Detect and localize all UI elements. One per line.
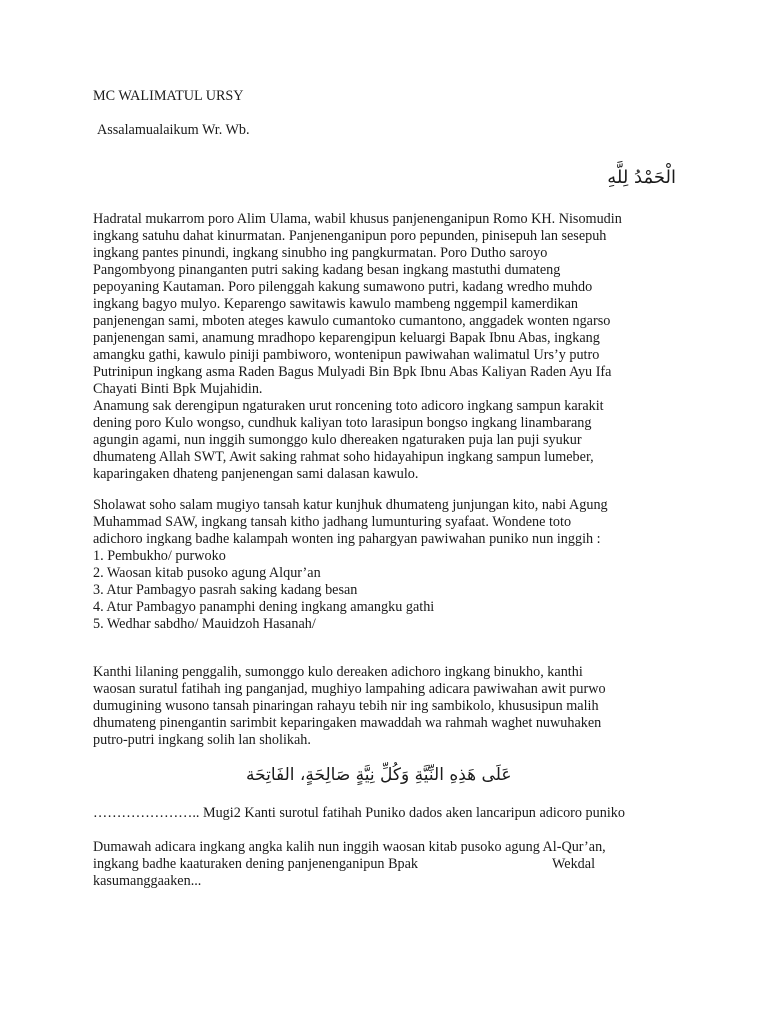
mugi-paragraph: [93, 805, 653, 822]
paragraph-line: agungin agami, nun inggih sumonggo kulo dhereaken ngaturaken puja lan puji syukur: [93, 432, 582, 448]
paragraph-line: Pangombyong pinanganten putri saking kadang besan ingkang mastuthi dumateng: [93, 262, 561, 278]
paragraph-line: amangku gathi, kawulo piniji pambiworo, wontenipun pawiwahan walimatul Urs’y putro: [93, 347, 600, 363]
paragraph-line: pepoyaning Kautaman. Poro pilenggah kakung sumawono putri, kadang wredho muhdo: [93, 279, 593, 295]
paragraph-line: ingkang pantes pinundi, ingkang sinubho ing pangkurmatan. Poro Dutho saroyo: [93, 245, 548, 261]
document-title: MC WALIMATUL URSY: [93, 88, 244, 104]
paragraph-line: Anamung sak derengipun ngaturaken urut roncening toto adicoro ingkang sampun karakit: [93, 398, 604, 414]
opening-paragraph: [93, 211, 653, 483]
paragraph-line: Dumawah adicara ingkang angka kalih nun inggih waosan kitab pusoko agung Al-Qur’an,: [93, 839, 606, 855]
sholawat-paragraph: [93, 497, 653, 633]
paragraph-line: dumugining wusono tansah pinaringan rahayu tebih nir ing sambikolo, khususipun malih: [93, 698, 599, 714]
paragraph-line: Chayati Binti Bpk Mujahidin.: [93, 381, 263, 397]
paragraph-line: panjenengan sami, mboten ateges kawulo cumantoko cumantono, anggadek wonten ngarso: [93, 313, 611, 329]
speaker-line-text: ingkang badhe kaaturaken dening panjenenganipun Bpak: [93, 856, 419, 872]
greeting: Assalamualaikum Wr. Wb.: [97, 122, 250, 138]
arabic-hamdalah: الْحَمْدُ لِلَّهِ: [607, 167, 676, 188]
paragraph-line: ingkang bagyo mulyo. Keparengo sawitawis kawulo mambeng nggempil kamerdikan: [93, 296, 579, 312]
paragraph-line: ingkang satuhu dahat kinurmatan. Panjenenganipun poro pepunden, pinisepuh lan sesepuh: [93, 228, 607, 244]
paragraph-line: dening poro Kulo wongso, cundhuk kaliyan toto larasipun bongso ingkang linambarang: [93, 415, 592, 431]
paragraph-line: Kanthi lilaning penggalih, sumonggo kulo dereaken adichoro ingkang binukho, kanthi: [93, 664, 583, 680]
paragraph-line: ………………….. Mugi2 Kanti surotul fatihah Puniko dados aken lancaripun adicoro puniko: [93, 805, 625, 821]
paragraph-line: putro-putri ingkang solih lan sholikah.: [93, 732, 311, 748]
paragraph-line: Putrinipun ingkang asma Raden Bagus Mulyadi Bin Bpk Ibnu Abas Kaliyan Raden Ayu Ifa: [93, 364, 612, 380]
paragraph-line: Hadratal mukarrom poro Alim Ulama, wabil khusus panjenenganipun Romo KH. Nisomudin: [93, 211, 622, 227]
time-word: Wekdal: [552, 856, 596, 872]
paragraph-line: kasumanggaaken...: [93, 873, 202, 889]
agenda-item: 2. Waosan kitab pusoko agung Alqur’an: [93, 565, 321, 581]
agenda-item: 3. Atur Pambagyo pasrah saking kadang besan: [93, 582, 358, 598]
agenda-item: 4. Atur Pambagyo panamphi dening ingkang amangku gathi: [93, 599, 435, 615]
paragraph-line: adichoro ingkang badhe kalampah wonten ing pahargyan pawiwahan puniko nun inggih :: [93, 531, 601, 547]
paragraph-line: kaparingaken dhateng panjenengan sami dalasan kawulo.: [93, 466, 419, 482]
paragraph-line: waosan suratul fatihah ing panganjad, mughiyo lampahing adicara pawiwahan awit purwo: [93, 681, 606, 697]
closing-paragraph: [93, 839, 653, 890]
paragraph-line: dhumateng pinengantin sarimbit keparingaken mawaddah wa rahmah waghet nuwuhaken: [93, 715, 602, 731]
arabic-doa: عَلَى هَذِهِ النِّيَّةِ وَكُلِّ نِيَّةٍ صَالِحَةٍ، الفَاتِحَة: [246, 765, 512, 785]
paragraph-line: Muhammad SAW, ingkang tansah kitho jadhang lumunturing syafaat. Wondene toto: [93, 514, 572, 530]
paragraph-line: dhumateng Allah SWT, Awit saking rahmat soho hidayahipun ingkang sampun lumeber,: [93, 449, 594, 465]
agenda-item: 5. Wedhar sabdho/ Mauidzoh Hasanah/: [93, 616, 316, 632]
agenda-item: 1. Pembukho/ purwoko: [93, 548, 226, 564]
paragraph-line: panjenengan sami, anamung mradhopo keparengipun keluargi Bapak Ibnu Abas, ingkang: [93, 330, 600, 346]
paragraph-line: Sholawat soho salam mugiyo tansah katur kunjhuk dhumateng junjungan kito, nabi Agung: [93, 497, 608, 513]
paragraph-line: [93, 856, 653, 873]
fatihah-paragraph: [93, 664, 653, 749]
